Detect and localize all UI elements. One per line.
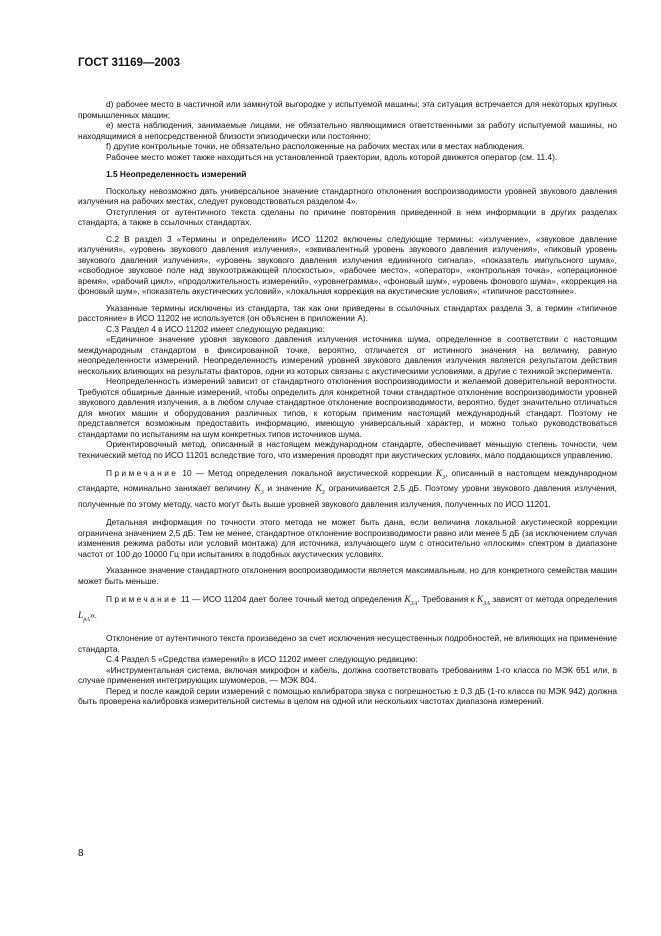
paragraph-c4-quote-1: «Инструментальная система, включая микрофон и кабель, должна соответствовать требованиям 1-го класса по МЭК 651 или, в случае применения интегрирующих шумомеров, — МЭК 804.	[78, 664, 617, 686]
symbol-k3a: $K_{3A}$	[404, 595, 418, 608]
note-10-text-d: ограничивается 2,5 дБ. Поэтому уровни звукового давления излучения, полученные по этому методу, часто могут быть выше уровней звукового давления излучения, полученных по ИСО 11201.	[78, 483, 617, 509]
symbol-lpa: $L_{pA}$	[78, 610, 90, 623]
symbol-k3: $K_3$	[435, 469, 446, 481]
page-number: 8	[78, 848, 84, 859]
document-header: ГОСТ 31169—2003	[78, 57, 180, 69]
note-11	[78, 594, 617, 625]
note-11-text-a: 11 — ИСО 11204 дает более точный метод определения	[180, 594, 402, 605]
paragraph-trajectory: Рабочее место может также находиться на установленной траектории, вдоль которой движется оператор (см. 11.4).	[106, 151, 558, 162]
symbol-k3: $K_3$	[254, 484, 264, 497]
note-10-text-c: и значение	[267, 483, 312, 494]
document-page	[78, 57, 617, 707]
paragraph-c3-quote-3: Ориентировочный метод, описанный в настоящем международном стандарте, обеспечивает меньшую степень точности, чем технический метод по ИСО 11201 вследствие того, что измерения проводят при акустических условиях, мало поддающихся управлению.	[78, 439, 617, 460]
note-11-label: Примечание	[106, 594, 179, 605]
paragraph-c2: С.2 В раздел 3 «Термины и определения» ИСО 11202 включены следующие термины: «излучение», «звуковое давление излучения», «уровень звукового давления излучения», «эквивалентный уровень звукового давления излучения», «пиковый уровень звукового давления излучения», «уровень звукового давления излучения единичного сигнала», «показатель импульсного шума», «свободное звуковое поле над звукоотражающей плоскостью», «рабочее место», «оператор», «контрольная точка», «операционное время», «рабочий цикл», «продолжительность измерений», «уровнеграмма», «фоновый шум», «уровень фонового шума», «коррекция на фоновый шум», «показатель акустических условий», «локальная коррекция на акустические условия», «типичное расстояние».	[78, 233, 617, 296]
note-10-label: Примечание	[106, 468, 179, 478]
paragraph-1-5-a: Поскольку невозможно дать универсальное значение стандартного отклонения воспроизводимости уровней звукового давления излучения на рабочих местах, следует руководствоваться разделом 4».	[78, 185, 617, 206]
note-11-text-c: зависят от метода определения	[492, 594, 617, 605]
paragraph-c3-quote-1: «Единичное значение уровня звукового давления излучения источника шума, определенное в соответствии с настоящим международным стандартом в фиксированной точке, вероятно, отличается от истинного значения на величину, равную неопределенности измерений. Неопределенность измерений уровней звукового давления излучения является результатом действия нескольких влияющих на результаты факторов, одни из которых связаны с акустическими условиями, а другие с техникой эксперимента.	[78, 334, 617, 376]
note-11-text-d: ».	[89, 609, 97, 620]
note-10-text-b: , описанный в настоящем международном стандарте, номинально занижает величину	[78, 468, 617, 494]
paragraph-maximum: Указанное значение стандартного отклонения воспроизводимости является максимальным, но для конкретного семейства машин может быть меньше.	[78, 565, 617, 586]
list-item-f: f) другие контрольные точки, не обязательно расположенные на рабочих местах или в местах наблюдения.	[106, 141, 525, 151]
symbol-k3: $K_3$	[315, 484, 325, 497]
paragraph-1-5-b: Отступления от аутентичного текста сделаны по причине повторения приведенной в нем информации в других разделах стандарта, а также в ссылочных стандартах.	[78, 206, 617, 227]
list-item-e: e) места наблюдения, занимаемые лицами, не обязательно являющимися ответственными за работу испытуемой машины, но находящимися в непосредственной близости эпизодически или постоянно;	[78, 120, 617, 141]
note-11-text-b: . Требования к	[417, 594, 475, 605]
list-item-d: d) рабочее место в частичной или замкнутой выгородке у испытуемой машины; эта ситуация встречается для некоторых крупных промышленных машин;	[78, 99, 617, 120]
paragraph-c3: С.3 Раздел 4 в ИСО 11202 имеет следующую редакцию:	[106, 323, 325, 334]
note-10	[78, 468, 617, 509]
section-heading-1-5: 1.5 Неопределенность измерений	[106, 169, 247, 179]
paragraph-c2-exclusion: Указанные термины исключены из стандарта, так как они приведены в ссылочных стандартах раздела 3, а термин «типичное расстояние» в ИСО 11202 не используется (он объяснен в приложении А).	[78, 302, 617, 323]
paragraph-detail: Детальная информация по точности этого метода не может быть дана, если величина локальной акустической коррекции ограничена значением 2,5 дБ. Тем не менее, стандартное отклонение воспроизводимости равно или менее 5 дБ (за исключением случая изменения режима работы или условий монтажа) для источника, излучающего шум с относительно «плоским» спектром в диапазоне частот от 100 до 10000 Гц при испытаниях в подобных акустических условиях.	[78, 517, 617, 559]
paragraph-c4: С.4 Раздел 5 «Средства измерений» в ИСО 11202 имеет следующую редакцию:	[106, 654, 418, 665]
paragraph-deviation: Отклонение от аутентичного текста произведено за счет исключения несущественных подробностей, не влияющих на применение стандарта.	[78, 633, 617, 654]
paragraph-c4-quote-2: Перед и после каждой серии измерений с помощью калибратора звука с погрешностью ± 0,3 дБ (1-го класса по МЭК 942) должна быть проверена калибровка измерительной системы в целом на одной или нескольких частотах диапазона измерений.	[78, 685, 617, 707]
paragraph-c3-quote-2: Неопределенность измерений зависит от стандартного отклонения воспроизводимости и желаемой доверительной вероятности. Требуются обширные данные измерений, чтобы определить для конкретной точки стандартное отклонение воспроизводимости уровней звукового давления излучения, а в любом случае стандартное отклонение воспроизводимости, вероятно, будет значительно отличаться для многих машин и оборудования различных типов, к которым применим настоящий международный стандарт. Поэтому не представляется возможным предоставить информацию, имеющую универсальный характер, и можно только руководствоваться стандартами по испытаниям на шум конкретных типов источников шума.	[78, 376, 617, 439]
document-body	[78, 99, 617, 707]
symbol-k3a: $K_{3A}$	[476, 595, 490, 608]
note-10-text-a: 10 — Метод определения локальной акустической коррекции	[182, 468, 432, 478]
